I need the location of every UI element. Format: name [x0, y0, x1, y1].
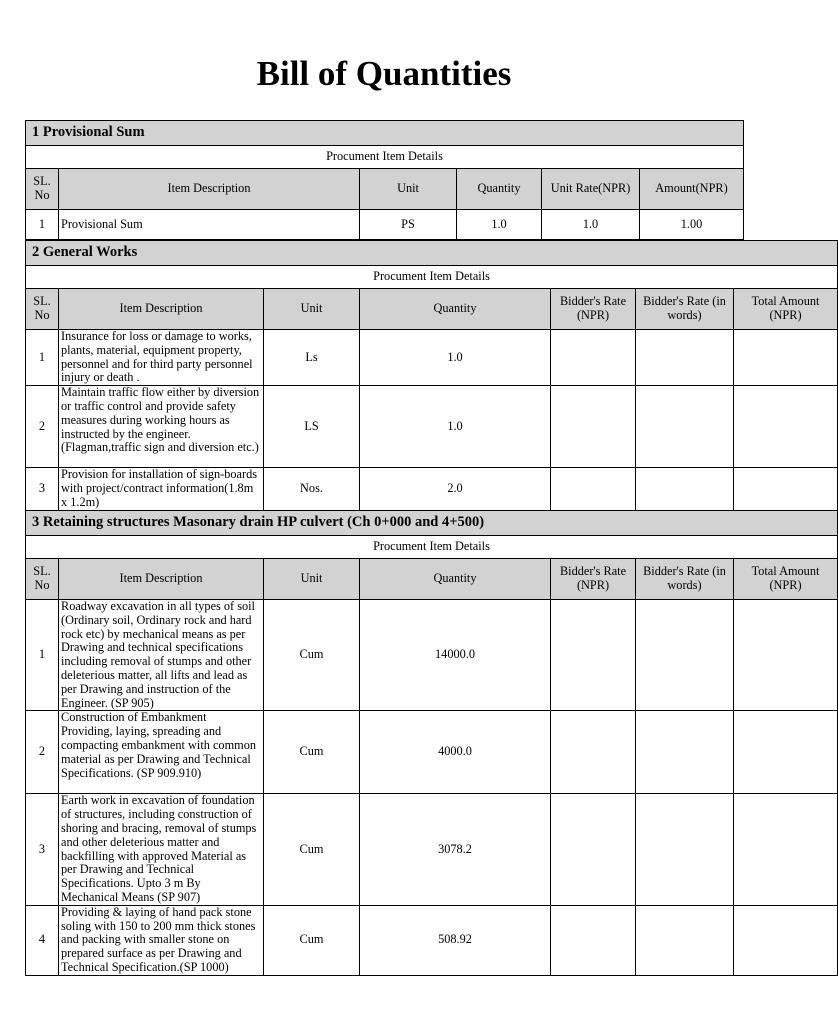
col-header-sl: SL. No	[26, 289, 59, 330]
row-unit: Cum	[264, 794, 360, 905]
row-bidder-rate[interactable]	[551, 468, 636, 510]
row-bidder-rate[interactable]	[551, 711, 636, 794]
col-header-unit: Unit	[360, 169, 457, 210]
col-header-total-amount: Total Amount (NPR)	[734, 559, 838, 600]
row-description: Providing & laying of hand pack stone soling with 150 to 200 mm thick stones and packing with smaller stone on prepared surface as per Drawing and Technical Specification.(SP 1000)	[59, 905, 264, 975]
row-quantity: 508.92	[360, 905, 551, 975]
col-header-bidder-rate-words: Bidder's Rate (in words)	[636, 289, 734, 330]
procurement-label: Procument Item Details	[26, 266, 838, 289]
row-sl: 1	[26, 600, 59, 711]
col-header-bidder-rate-words: Bidder's Rate (in words)	[636, 559, 734, 600]
row-description: Insurance for loss or damage to works, plants, material, equipment property, personnel and for third party personnel injury or death .	[59, 330, 264, 386]
row-total-amount[interactable]	[734, 905, 838, 975]
col-header-unit: Unit	[264, 289, 360, 330]
section-retaining-structures	[25, 510, 820, 976]
row-quantity: 2.0	[360, 468, 551, 510]
row-total-amount[interactable]	[734, 600, 838, 711]
row-quantity: 1.0	[360, 330, 551, 386]
col-header-quantity: Quantity	[457, 169, 542, 210]
row-unit: LS	[264, 386, 360, 468]
col-header-description: Item Description	[59, 169, 360, 210]
section-provisional-sum	[25, 120, 743, 240]
row-unit: Cum	[264, 905, 360, 975]
row-quantity: 1.0	[360, 386, 551, 468]
col-header-bidder-rate: Bidder's Rate (NPR)	[551, 559, 636, 600]
row-bidder-rate-words[interactable]	[636, 794, 734, 905]
section-heading: 2 General Works	[26, 241, 838, 266]
row-description: Maintain traffic flow either by diversion or traffic control and provide safety measures during working hours as instructed by the engineer. (Flagman,traffic sign and diversion etc.)	[59, 386, 264, 468]
section-heading: 3 Retaining structures Masonary drain HP culvert (Ch 0+000 and 4+500)	[26, 511, 838, 536]
row-total-amount[interactable]	[734, 711, 838, 794]
col-header-unit: Unit	[264, 559, 360, 600]
row-sl: 3	[26, 468, 59, 510]
row-unit: Ls	[264, 330, 360, 386]
row-description: Earth work in excavation of foundation of structures, including construction of shoring and bracing, removal of stumps and other deleterious matter and backfilling with approved Material as per Drawing and Technical Specifications. Upto 3 m By Mechanical Means (SP 907)	[59, 794, 264, 905]
row-sl: 3	[26, 794, 59, 905]
table-row	[26, 711, 838, 794]
row-total-amount[interactable]	[734, 330, 838, 386]
page-title: Bill of Quantities	[256, 54, 512, 93]
table-row	[26, 386, 838, 468]
col-header-description: Item Description	[59, 559, 264, 600]
row-quantity: 4000.0	[360, 711, 551, 794]
row-bidder-rate-words[interactable]	[636, 386, 734, 468]
col-header-unit-rate: Unit Rate(NPR)	[542, 169, 640, 210]
row-bidder-rate[interactable]	[551, 600, 636, 711]
col-header-sl: SL. No	[26, 559, 59, 600]
row-total-amount[interactable]	[734, 794, 838, 905]
table-row	[26, 210, 744, 240]
col-header-description: Item Description	[59, 289, 264, 330]
table-row	[26, 794, 838, 905]
row-unit-rate: 1.0	[542, 210, 640, 240]
row-bidder-rate[interactable]	[551, 905, 636, 975]
col-header-bidder-rate: Bidder's Rate (NPR)	[551, 289, 636, 330]
row-unit: Cum	[264, 600, 360, 711]
row-bidder-rate[interactable]	[551, 330, 636, 386]
row-unit: Cum	[264, 711, 360, 794]
col-header-quantity: Quantity	[360, 289, 551, 330]
row-sl: 4	[26, 905, 59, 975]
row-bidder-rate-words[interactable]	[636, 600, 734, 711]
row-bidder-rate-words[interactable]	[636, 711, 734, 794]
row-description: Provisional Sum	[59, 210, 360, 240]
table-row	[26, 600, 838, 711]
table-row	[26, 330, 838, 386]
col-header-total-amount: Total Amount (NPR)	[734, 289, 838, 330]
row-description: Roadway excavation in all types of soil (Ordinary soil, Ordinary rock and hard rock etc) by mechanical means as per Drawing and technical specifications including removal of stumps and other deleterious matter, all lifts and lead as per Drawing and instruction of the Engineer. (SP 905)	[59, 600, 264, 711]
section-heading: 1 Provisional Sum	[26, 121, 744, 146]
table-row	[26, 468, 838, 510]
row-bidder-rate-words[interactable]	[636, 330, 734, 386]
row-quantity: 3078.2	[360, 794, 551, 905]
row-total-amount[interactable]	[734, 468, 838, 510]
row-bidder-rate[interactable]	[551, 794, 636, 905]
row-description: Provision for installation of sign-boards with project/contract information(1.8m x 1.2m)	[59, 468, 264, 510]
row-bidder-rate-words[interactable]	[636, 468, 734, 510]
col-header-amount: Amount(NPR)	[640, 169, 744, 210]
row-sl: 1	[26, 210, 59, 240]
table-row	[26, 905, 838, 975]
col-header-sl: SL. No	[26, 169, 59, 210]
row-quantity: 1.0	[457, 210, 542, 240]
procurement-label: Procument Item Details	[26, 146, 744, 169]
row-bidder-rate-words[interactable]	[636, 905, 734, 975]
row-sl: 1	[26, 330, 59, 386]
procurement-label: Procument Item Details	[26, 536, 838, 559]
row-amount: 1.00	[640, 210, 744, 240]
row-quantity: 14000.0	[360, 600, 551, 711]
row-unit: Nos.	[264, 468, 360, 510]
row-unit: PS	[360, 210, 457, 240]
row-bidder-rate[interactable]	[551, 386, 636, 468]
section-general-works	[25, 240, 820, 511]
col-header-quantity: Quantity	[360, 559, 551, 600]
row-total-amount[interactable]	[734, 386, 838, 468]
row-sl: 2	[26, 711, 59, 794]
row-sl: 2	[26, 386, 59, 468]
row-description: Construction of Embankment Providing, laying, spreading and compacting embankment with common material as per Drawing and Technical Specifications. (SP 909.910)	[59, 711, 264, 794]
